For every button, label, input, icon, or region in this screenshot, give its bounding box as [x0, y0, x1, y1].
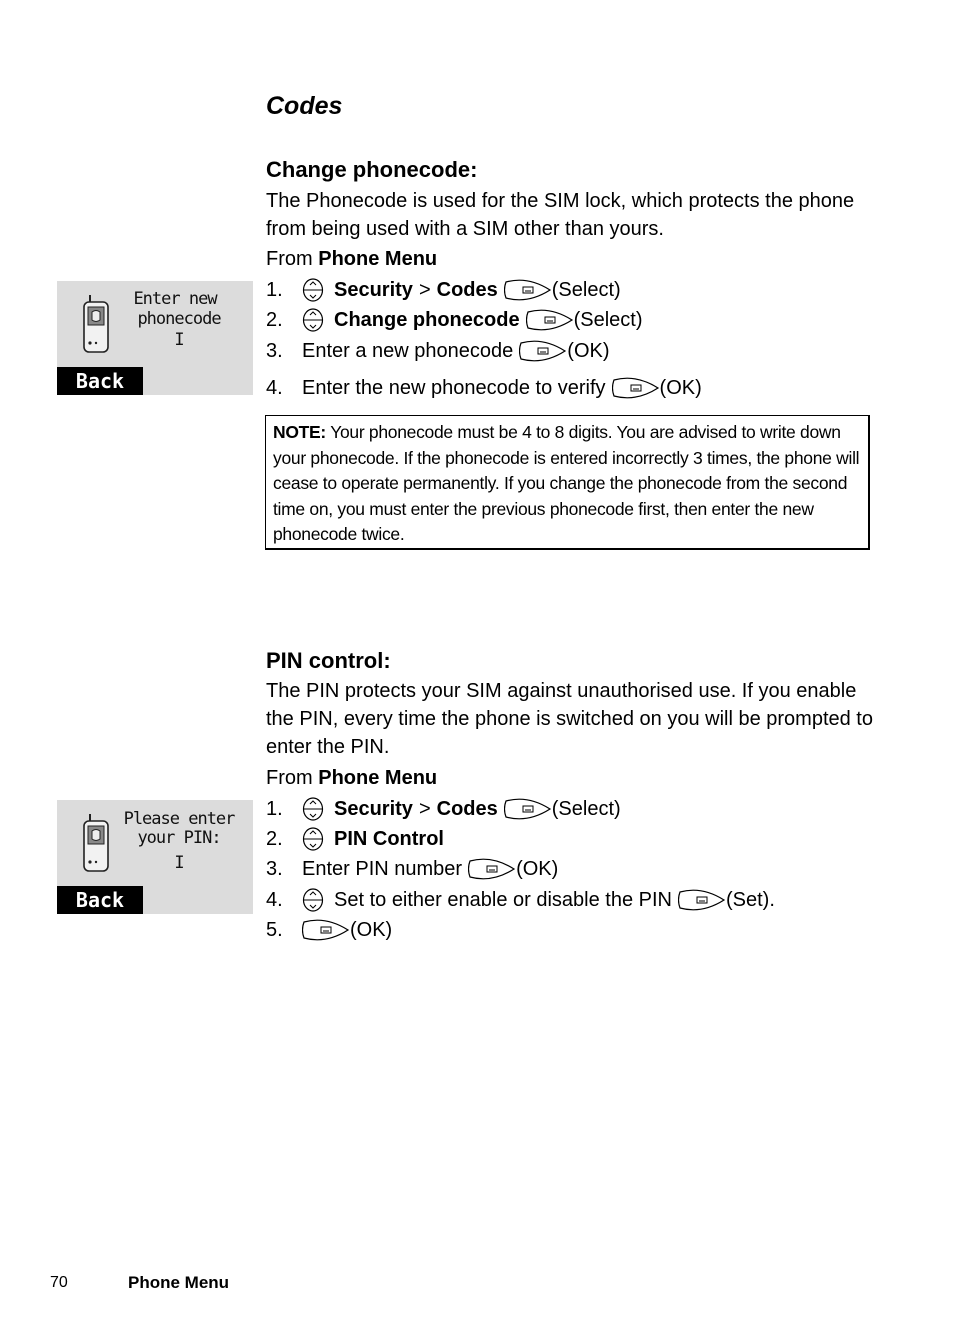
navigation-key-icon — [302, 278, 324, 302]
screen-cursor: I — [174, 853, 184, 873]
screen-back-label: Back — [57, 886, 143, 914]
step-action: (OK) — [516, 857, 559, 880]
section-heading-change-phonecode: Change phonecode: — [266, 157, 478, 182]
step-action: (OK) — [567, 339, 610, 362]
section-description-pin-control: The PIN protects your SIM against unauthorised use. If you enable the PIN, every time the phone is switched on you will be prompted to enter the PIN. — [266, 680, 873, 758]
select-key-icon — [468, 857, 516, 881]
menu-item-codes: Codes — [436, 797, 498, 820]
step-text: Set to either enable or disable the PIN — [334, 888, 672, 911]
phone-screen-enter-pin — [57, 800, 253, 914]
page-title: Codes — [266, 92, 343, 120]
menu-item-change-phonecode: Change phonecode — [334, 308, 520, 331]
step-text: Enter the new phonecode to verify — [302, 376, 606, 399]
screen-back-label: Back — [57, 367, 143, 395]
select-key-icon — [504, 797, 552, 821]
select-key-icon — [504, 278, 552, 302]
phone-screen-enter-new-phonecode — [57, 281, 253, 395]
step-action: (OK) — [350, 918, 393, 941]
from-label: From — [266, 248, 313, 270]
page-number: 70 — [50, 1274, 68, 1291]
step-number: 3. — [266, 857, 283, 880]
step-text: Enter PIN number — [302, 857, 463, 880]
step-action: (OK) — [659, 376, 702, 399]
select-key-icon — [612, 376, 660, 400]
footer-section-title: Phone Menu — [128, 1273, 230, 1292]
step-action: (Set). — [726, 888, 775, 911]
step-number: 3. — [266, 339, 283, 362]
step-1 — [266, 797, 621, 821]
step-action: (Select) — [551, 278, 621, 301]
select-key-icon — [519, 339, 567, 363]
step-5 — [266, 918, 392, 942]
step-action: (Select) — [551, 797, 621, 820]
phone-icon — [81, 812, 111, 872]
screen-line-2: phonecode — [137, 309, 221, 329]
from-label: From — [266, 767, 313, 789]
navigation-key-icon — [302, 308, 324, 332]
step-3 — [266, 857, 558, 881]
step-number: 2. — [266, 827, 283, 850]
menu-item-pin-control: PIN Control — [334, 827, 444, 850]
step-4 — [266, 376, 702, 400]
step-number: 4. — [266, 888, 283, 911]
step-action: (Select) — [573, 308, 643, 331]
section-heading-pin-control: PIN control: — [266, 648, 391, 673]
section-description-change-phonecode: The Phonecode is used for the SIM lock, which protects the phone from being used with a SIM other than yours. — [266, 190, 855, 240]
step-number: 1. — [266, 797, 283, 820]
screen-line-1: Enter new — [133, 289, 217, 309]
note-text: Your phonecode must be 4 to 8 digits. You are advised to write down your phonecode. If the phonecode is entered incorrectly 3 times, the phone will cease to operate permanently. If you change the phonecode from the second time on, you must enter the previous phonecode first, then enter the new phonecode twice. — [273, 422, 860, 544]
step-number: 1. — [266, 278, 283, 301]
from-menu-name: Phone Menu — [318, 767, 438, 789]
step-number: 2. — [266, 308, 283, 331]
from-menu-line — [266, 248, 437, 271]
screen-cursor: I — [174, 330, 184, 350]
menu-item-security: Security — [334, 797, 413, 820]
step-1 — [266, 278, 621, 302]
navigation-key-icon — [302, 888, 324, 912]
step-number: 5. — [266, 918, 283, 941]
from-menu-line — [266, 767, 437, 790]
menu-item-security: Security — [334, 278, 413, 301]
screen-line-2: your PIN: — [137, 828, 221, 848]
note-label: NOTE: — [273, 422, 326, 442]
note-box — [265, 415, 870, 550]
phone-icon — [81, 293, 111, 353]
select-key-icon — [678, 888, 726, 912]
select-key-icon — [526, 308, 574, 332]
menu-separator: > — [418, 797, 431, 820]
menu-separator: > — [418, 278, 431, 301]
navigation-key-icon — [302, 797, 324, 821]
step-2 — [266, 827, 444, 851]
step-number: 4. — [266, 376, 283, 399]
from-menu-name: Phone Menu — [318, 248, 438, 270]
step-text: Enter a new phonecode — [302, 339, 514, 362]
select-key-icon — [302, 918, 350, 942]
screen-line-1: Please enter — [123, 809, 235, 829]
navigation-key-icon — [302, 827, 324, 851]
step-3 — [266, 339, 610, 363]
step-2 — [266, 308, 642, 332]
step-4 — [266, 888, 775, 912]
menu-item-codes: Codes — [436, 278, 498, 301]
